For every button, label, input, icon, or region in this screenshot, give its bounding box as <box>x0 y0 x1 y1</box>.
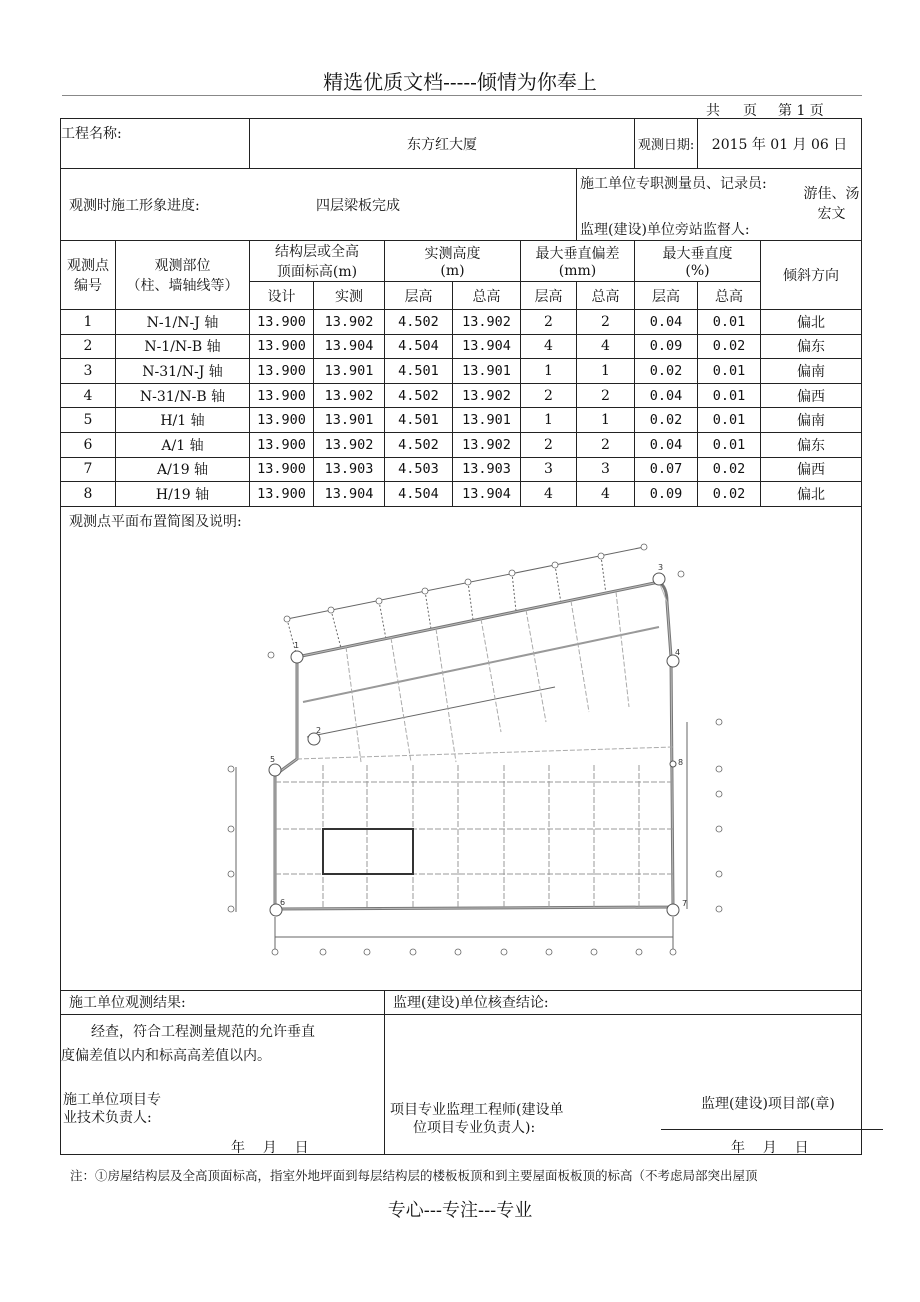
cell-dir: 偏西 <box>761 457 862 482</box>
department-seal: 监理(建设)项目部(章) <box>701 1095 835 1112</box>
cell-loc: N-1/N-B 轴 <box>116 334 250 359</box>
observation-rows <box>61 310 862 507</box>
engineer-sign-1: 项目专业监理工程师(建设单 <box>390 1101 564 1118</box>
engineer-sign-2: 位项目专业负责人): <box>413 1119 536 1136</box>
cell-design: 13.900 <box>250 408 314 433</box>
cell-fv: 0.04 <box>635 432 698 457</box>
cell-loc: H/19 轴 <box>116 482 250 507</box>
cell-td: 4 <box>577 334 635 359</box>
col-max-deviation: 最大垂直偏差 (mm) <box>521 241 635 282</box>
observation-point-8 <box>670 761 676 767</box>
cell-tv: 0.01 <box>698 310 761 335</box>
table-row <box>61 334 862 359</box>
cell-fh: 4.501 <box>385 408 453 433</box>
sub-total-vert: 总高 <box>698 282 761 310</box>
cell-fd: 2 <box>521 432 577 457</box>
cell-no: 1 <box>61 310 116 335</box>
cell-design: 13.900 <box>250 432 314 457</box>
cell-loc: N-31/N-J 轴 <box>116 359 250 384</box>
cell-fd: 1 <box>521 408 577 433</box>
supervisor-label: 监理(建设)单位旁站监督人: <box>580 222 750 238</box>
cell-td: 3 <box>577 457 635 482</box>
cell-fv: 0.09 <box>635 334 698 359</box>
result-text-2: 度偏差值以内和标高高差值以内。 <box>61 1047 271 1064</box>
project-name: 东方红大厦 <box>250 119 635 169</box>
cell-no: 2 <box>61 334 116 359</box>
contractor-sign-1: 施工单位项目专 <box>63 1091 161 1108</box>
cell-design: 13.900 <box>250 482 314 507</box>
cell-fd: 2 <box>521 310 577 335</box>
document-footer: 专心---专注---专业 <box>387 1200 533 1221</box>
cell-fv: 0.09 <box>635 482 698 507</box>
cell-no: 6 <box>61 432 116 457</box>
cell-dir: 偏东 <box>761 334 862 359</box>
cell-fh: 4.503 <box>385 457 453 482</box>
col-elevation: 结构层或全高 顶面标高(m) <box>250 241 385 282</box>
table-row <box>61 383 862 408</box>
cell-th: 13.901 <box>453 408 521 433</box>
sub-floor-height: 层高 <box>385 282 453 310</box>
cell-no: 3 <box>61 359 116 384</box>
cell-th: 13.904 <box>453 482 521 507</box>
cell-td: 2 <box>577 432 635 457</box>
point-label-3: 3 <box>658 562 664 572</box>
personnel-cell <box>577 169 862 241</box>
table-row <box>61 359 862 384</box>
observation-point-5 <box>269 764 281 776</box>
cell-tv: 0.02 <box>698 482 761 507</box>
cell-loc: H/1 轴 <box>116 408 250 433</box>
sub-total-height: 总高 <box>453 282 521 310</box>
col-max-verticality: 最大垂直度 (%) <box>635 241 761 282</box>
surveyor-names: 游佳、汤宏文 <box>803 186 860 222</box>
cell-dir: 偏北 <box>761 310 862 335</box>
cell-actual: 13.901 <box>314 408 385 433</box>
cell-fv: 0.02 <box>635 359 698 384</box>
point-label-2: 2 <box>316 725 322 735</box>
cell-tv: 0.01 <box>698 432 761 457</box>
cell-design: 13.900 <box>250 334 314 359</box>
plan-label: 观测点平面布置简图及说明: <box>69 513 242 530</box>
cell-no: 4 <box>61 383 116 408</box>
cell-fh: 4.504 <box>385 334 453 359</box>
supervisor-date: 年 月 日 <box>731 1139 809 1156</box>
page-pages-label: 页 <box>743 103 757 119</box>
cell-fd: 4 <box>521 482 577 507</box>
progress-value: 四层梁板完成 <box>316 198 400 214</box>
cell-dir: 偏东 <box>761 432 862 457</box>
table-row <box>61 482 862 507</box>
seal-rule <box>661 1129 883 1130</box>
cell-actual: 13.902 <box>314 310 385 335</box>
cell-fh: 4.502 <box>385 432 453 457</box>
cell-th: 13.902 <box>453 432 521 457</box>
observation-form <box>60 118 862 1155</box>
cell-td: 1 <box>577 359 635 384</box>
page-current: 第 1 页 <box>778 103 824 119</box>
table-row <box>61 457 862 482</box>
cell-th: 13.902 <box>453 383 521 408</box>
cell-design: 13.900 <box>250 310 314 335</box>
cell-design: 13.900 <box>250 359 314 384</box>
cell-design: 13.900 <box>250 457 314 482</box>
cell-fd: 4 <box>521 334 577 359</box>
sub-floor-dev: 层高 <box>521 282 577 310</box>
sub-floor-vert: 层高 <box>635 282 698 310</box>
cell-no: 8 <box>61 482 116 507</box>
cell-td: 4 <box>577 482 635 507</box>
cell-fh: 4.502 <box>385 383 453 408</box>
cell-fh: 4.502 <box>385 310 453 335</box>
cell-td: 1 <box>577 408 635 433</box>
cell-dir: 偏南 <box>761 408 862 433</box>
contractor-result-title: 施工单位观测结果: <box>61 990 385 1014</box>
cell-th: 13.904 <box>453 334 521 359</box>
cell-dir: 偏北 <box>761 482 862 507</box>
cell-no: 7 <box>61 457 116 482</box>
contractor-sign-2: 业技术负责人: <box>63 1109 152 1126</box>
cell-fv: 0.04 <box>635 383 698 408</box>
plan-cell <box>61 506 862 990</box>
cell-th: 13.901 <box>453 359 521 384</box>
surveyor-label: 施工单位专职测量员、记录员: <box>580 176 767 192</box>
header-rule <box>62 95 862 96</box>
cell-actual: 13.902 <box>314 383 385 408</box>
cell-tv: 0.01 <box>698 359 761 384</box>
supervisor-conclusion-title: 监理(建设)单位核查结论: <box>385 990 862 1014</box>
col-point-no: 观测点 编号 <box>61 241 116 310</box>
point-label-7: 7 <box>682 898 688 908</box>
cell-th: 13.903 <box>453 457 521 482</box>
cell-fv: 0.07 <box>635 457 698 482</box>
cell-dir: 偏南 <box>761 359 862 384</box>
cell-actual: 13.903 <box>314 457 385 482</box>
page-total-label: 共 <box>706 103 720 119</box>
point-label-4: 4 <box>675 647 681 657</box>
cell-actual: 13.904 <box>314 482 385 507</box>
contractor-date: 年 月 日 <box>231 1139 309 1156</box>
building-outline <box>275 582 673 909</box>
table-row <box>61 432 862 457</box>
point-label-5: 5 <box>270 754 276 764</box>
col-location: 观测部位 （柱、墙轴线等） <box>116 241 250 310</box>
cell-actual: 13.904 <box>314 334 385 359</box>
cell-fh: 4.504 <box>385 482 453 507</box>
observation-date: 2015 年 01 月 06 日 <box>698 119 862 169</box>
cell-dir: 偏西 <box>761 383 862 408</box>
cell-fh: 4.501 <box>385 359 453 384</box>
supervisor-conclusion-cell <box>385 1014 862 1154</box>
cell-tv: 0.01 <box>698 383 761 408</box>
table-row <box>61 408 862 433</box>
cell-no: 5 <box>61 408 116 433</box>
document-header: 精选优质文档-----倾情为你奉上 <box>323 70 597 94</box>
progress-label: 观测时施工形象进度: <box>69 198 200 214</box>
observation-point-1 <box>291 651 303 663</box>
cell-loc: N-31/N-B 轴 <box>116 383 250 408</box>
observation-point-7 <box>667 904 679 916</box>
cell-tv: 0.02 <box>698 457 761 482</box>
project-name-label: 工程名称: <box>61 119 250 169</box>
result-text-1: 经查，符合工程测量规范的允许垂直 <box>91 1023 315 1040</box>
floor-plan-drawing <box>61 507 860 989</box>
point-label-8: 8 <box>678 757 684 767</box>
progress-cell <box>61 169 577 241</box>
cell-fd: 2 <box>521 383 577 408</box>
cell-td: 2 <box>577 310 635 335</box>
observation-point-3 <box>653 573 665 585</box>
date-label: 观测日期: <box>635 119 698 169</box>
table-row <box>61 310 862 335</box>
cell-loc: N-1/N-J 轴 <box>116 310 250 335</box>
cell-design: 13.900 <box>250 383 314 408</box>
cell-fv: 0.04 <box>635 310 698 335</box>
footnote: 注：①房屋结构层及全高顶面标高，指室外地坪面到每层结构层的楼板板顶和到主要屋面板板顶的标高（不考虑局部突出屋顶 <box>70 1168 758 1183</box>
cell-tv: 0.01 <box>698 408 761 433</box>
sub-actual: 实测 <box>314 282 385 310</box>
cell-td: 2 <box>577 383 635 408</box>
cell-th: 13.902 <box>453 310 521 335</box>
cell-fd: 1 <box>521 359 577 384</box>
contractor-result-cell <box>61 1014 385 1154</box>
col-measured-height: 实测高度 (m) <box>385 241 521 282</box>
cell-fv: 0.02 <box>635 408 698 433</box>
point-label-1: 1 <box>294 640 300 650</box>
col-direction: 倾斜方向 <box>761 241 862 310</box>
cell-fd: 3 <box>521 457 577 482</box>
sub-design: 设计 <box>250 282 314 310</box>
cell-actual: 13.902 <box>314 432 385 457</box>
cell-loc: A/19 轴 <box>116 457 250 482</box>
sub-total-dev: 总高 <box>577 282 635 310</box>
cell-loc: A/1 轴 <box>116 432 250 457</box>
cell-tv: 0.02 <box>698 334 761 359</box>
cell-actual: 13.901 <box>314 359 385 384</box>
point-label-6: 6 <box>280 897 286 907</box>
